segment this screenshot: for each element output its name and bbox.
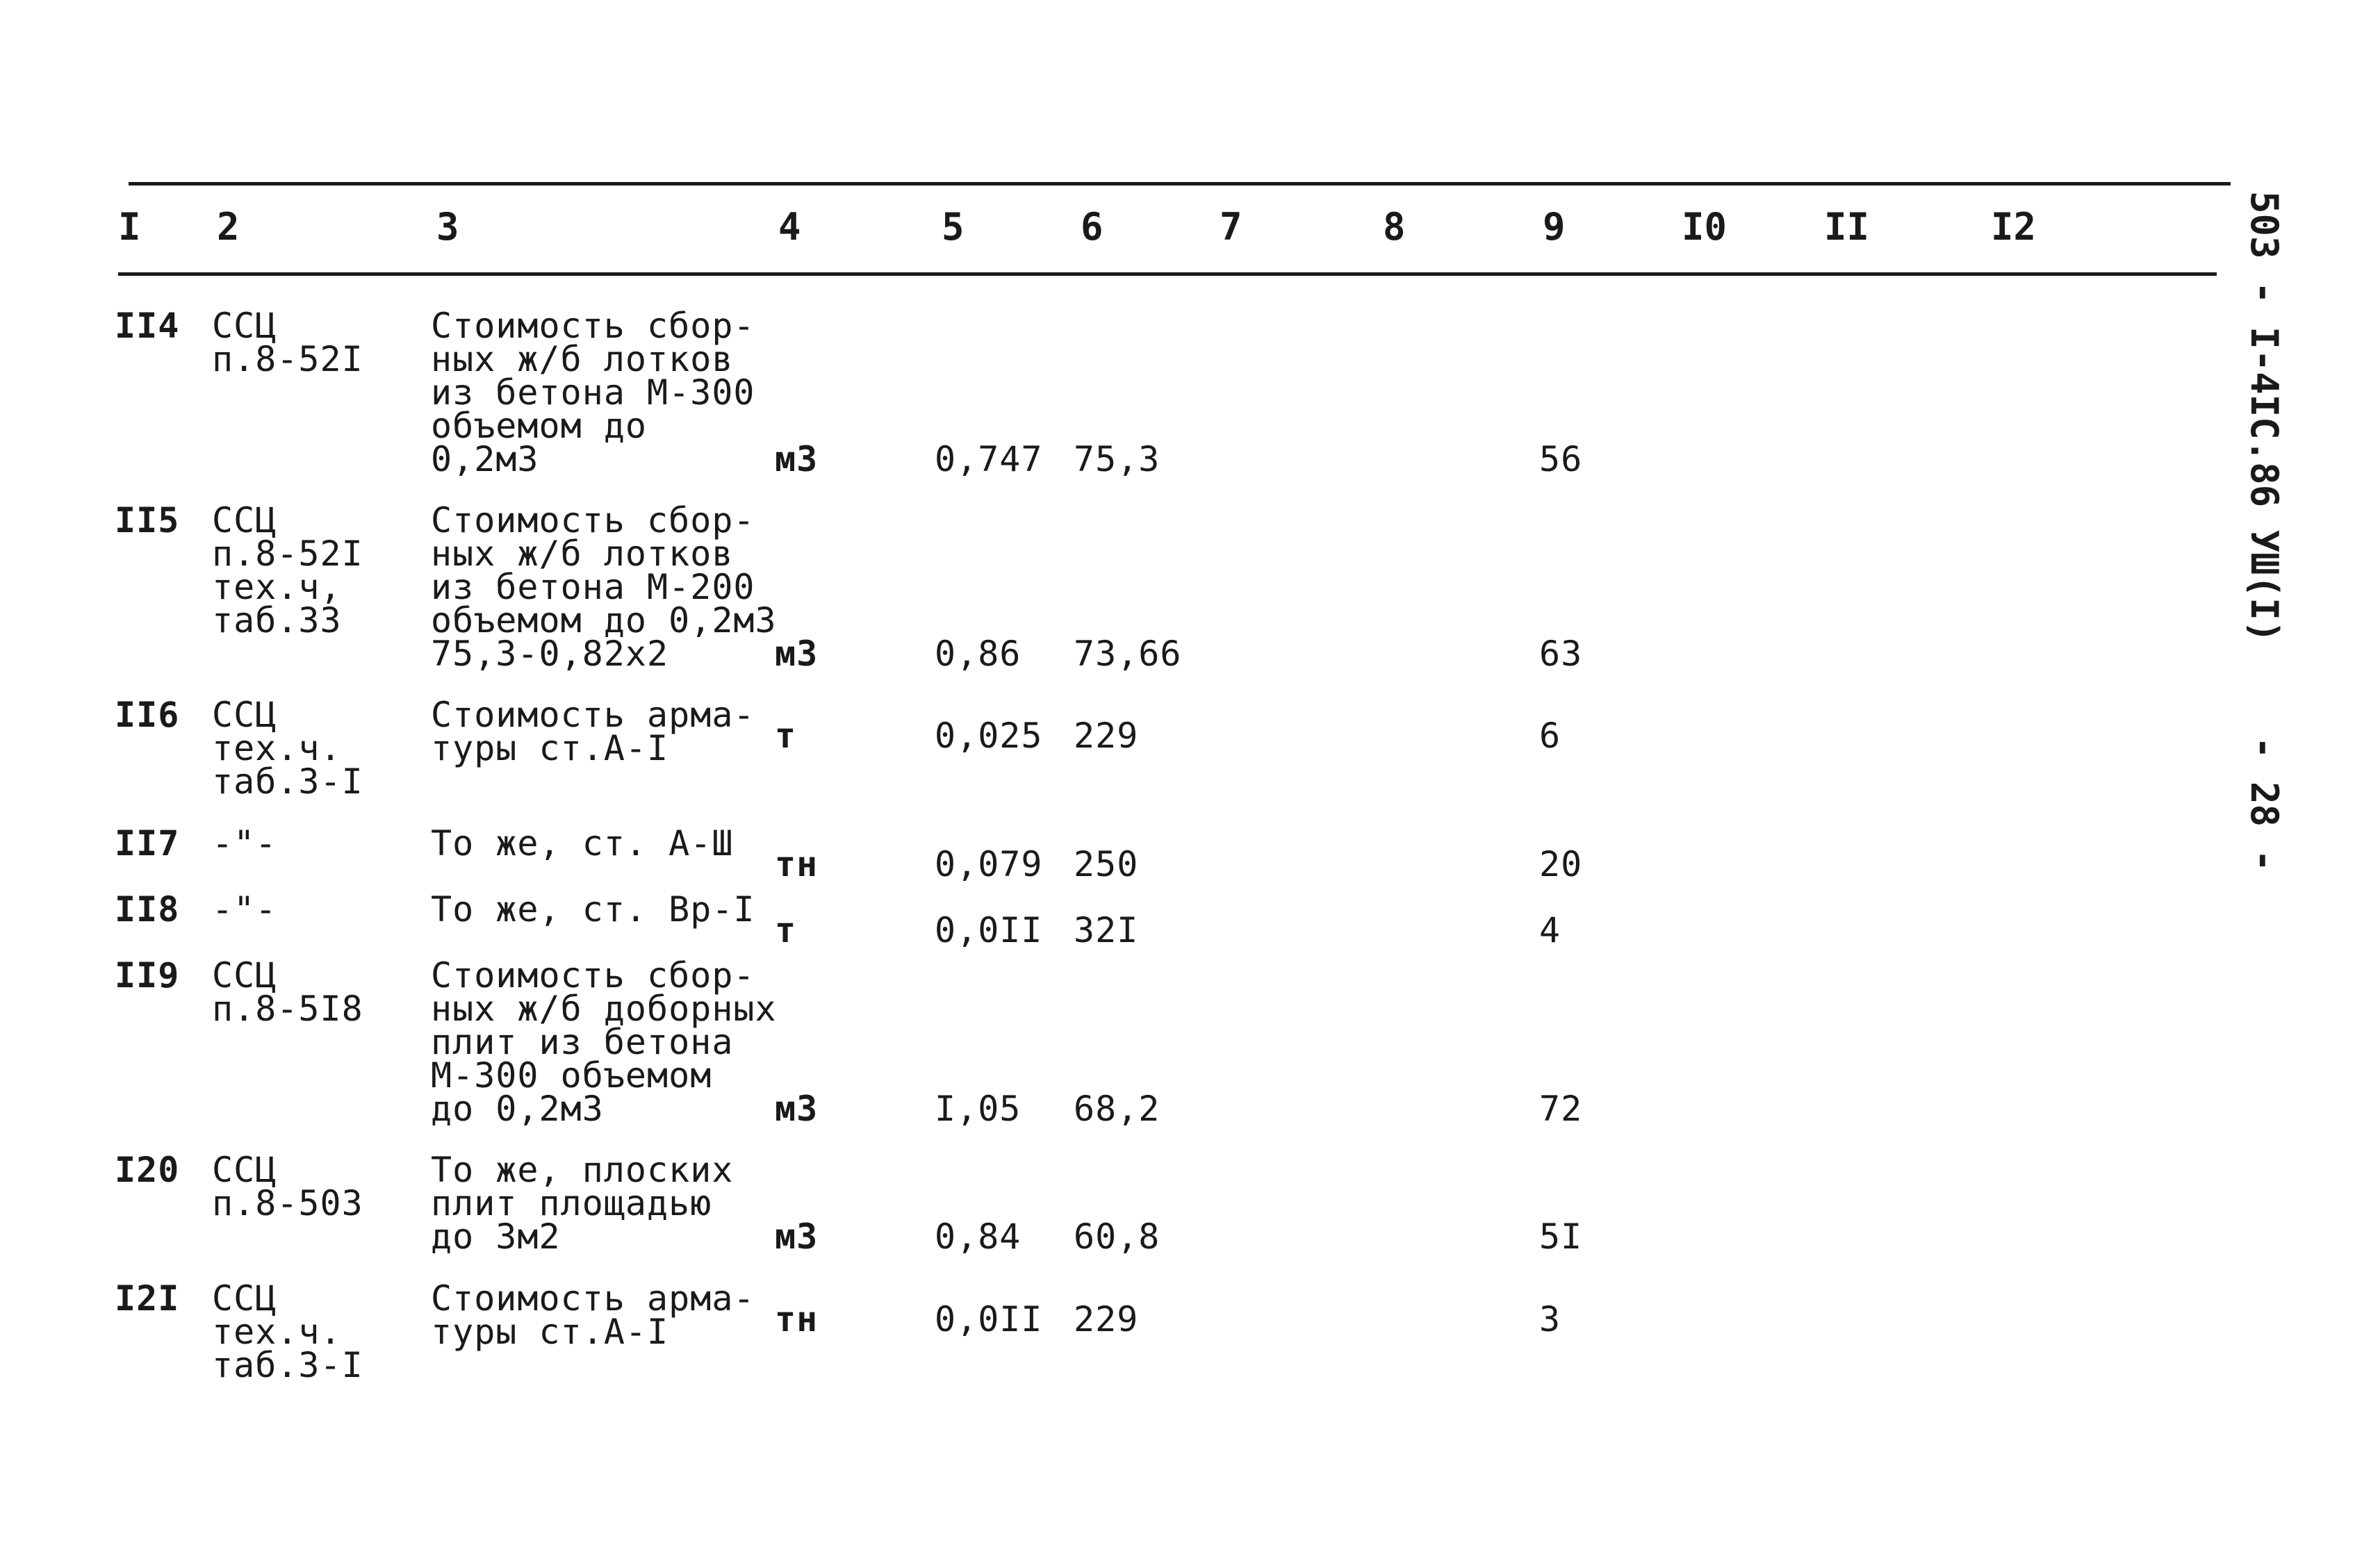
total-cost-cell: 3 [1539, 1299, 1561, 1339]
unit-price-cell: 75,3 [1074, 439, 1160, 479]
total-cost-cell: 5I [1539, 1216, 1583, 1257]
row-number: I2I [115, 1278, 180, 1319]
unit-price-cell: 229 [1074, 1299, 1139, 1339]
quantity-cell: 0,747 [935, 439, 1043, 479]
source-reference-line: ССЦ [212, 1278, 277, 1319]
row-number: II7 [115, 823, 180, 864]
source-reference-line: таб.3-I [212, 1345, 363, 1385]
column-header-11: II [1824, 205, 1870, 249]
unit-cell: тн [775, 844, 819, 884]
source-reference-line: п.8-52I [212, 339, 363, 379]
description-line: Стоимость арма- [431, 695, 755, 735]
column-header-7: 7 [1220, 205, 1242, 249]
header-rule [118, 272, 2217, 276]
unit-cell: т [775, 910, 797, 950]
unit-price-cell: 60,8 [1074, 1216, 1160, 1257]
description-line: ных ж/б лотков [431, 339, 734, 379]
source-reference-line: п.8-52I [212, 534, 363, 574]
document-code: 503 - I-4IС.86 УШ(I) [2242, 191, 2286, 643]
description-line: Стоимость арма- [431, 1278, 755, 1319]
source-reference-line: тех.ч. [212, 1312, 342, 1352]
column-header-6: 6 [1081, 205, 1103, 249]
row-number: II6 [115, 695, 180, 735]
description-line: туры ст.А-I [431, 728, 669, 768]
description-line: объемом до 0,2м3 [431, 600, 777, 641]
quantity-cell: 0,079 [935, 844, 1043, 884]
description-line: до 0,2м3 [431, 1089, 604, 1129]
page-number: - 28 - [2242, 736, 2286, 873]
total-cost-cell: 56 [1539, 439, 1583, 479]
description-line: 75,3-0,82х2 [431, 634, 669, 674]
total-cost-cell: 72 [1539, 1089, 1583, 1129]
source-reference-line: -"- [212, 823, 277, 864]
unit-cell: м3 [775, 1089, 819, 1129]
column-header-4: 4 [778, 205, 801, 249]
description-line: М-300 объемом [431, 1055, 712, 1096]
unit-cell: тн [775, 1299, 819, 1339]
description-line: Стоимость сбор- [431, 955, 755, 996]
unit-price-cell: 250 [1074, 844, 1139, 884]
column-header-9: 9 [1543, 205, 1566, 249]
unit-price-cell: 229 [1074, 716, 1139, 756]
source-reference-line: п.8-5I8 [212, 989, 363, 1029]
row-number: I20 [115, 1150, 180, 1190]
quantity-cell: 0,0II [935, 1299, 1043, 1339]
quantity-cell: 0,0II [935, 910, 1043, 950]
total-cost-cell: 63 [1539, 634, 1583, 674]
description-line: То же, ст. А-Ш [431, 823, 734, 864]
row-number: II4 [115, 306, 180, 346]
source-reference-line: п.8-503 [212, 1183, 363, 1223]
column-header-8: 8 [1383, 205, 1406, 249]
unit-price-cell: 68,2 [1074, 1089, 1160, 1129]
description-line: плит площадью [431, 1183, 712, 1223]
column-header-2: 2 [217, 205, 240, 249]
column-header-3: 3 [436, 205, 459, 249]
description-line: объемом до [431, 406, 648, 446]
unit-price-cell: 32I [1074, 910, 1139, 950]
source-reference-line: ССЦ [212, 1150, 277, 1190]
unit-cell: м3 [775, 1216, 819, 1257]
description-line: То же, ст. Вр-I [431, 889, 755, 930]
source-reference-line: -"- [212, 889, 277, 930]
quantity-cell: 0,86 [935, 634, 1021, 674]
description-line: 0,2м3 [431, 439, 539, 479]
column-header-5: 5 [942, 205, 965, 249]
description-line: ных ж/б лотков [431, 534, 734, 574]
description-line: до 3м2 [431, 1216, 561, 1257]
unit-price-cell: 73,66 [1074, 634, 1182, 674]
description-line: ных ж/б доборных [431, 989, 777, 1029]
source-reference-line: таб.3-I [212, 761, 363, 802]
source-reference-line: ССЦ [212, 955, 277, 996]
description-line: туры ст.А-I [431, 1312, 669, 1352]
column-header-10: I0 [1682, 205, 1727, 249]
unit-cell: м3 [775, 439, 819, 479]
source-reference-line: тех.ч, [212, 567, 342, 607]
source-reference-line: ССЦ [212, 695, 277, 735]
row-number: II8 [115, 889, 180, 930]
row-number: II9 [115, 955, 180, 996]
quantity-cell: 0,025 [935, 716, 1043, 756]
column-header-1: I [118, 205, 141, 249]
description-line: из бетона М-200 [431, 567, 755, 607]
description-line: из бетона М-300 [431, 372, 755, 413]
total-cost-cell: 6 [1539, 716, 1561, 756]
unit-cell: м3 [775, 634, 819, 674]
description-line: Стоимость сбор- [431, 500, 755, 541]
source-reference-line: ССЦ [212, 500, 277, 541]
source-reference-line: тех.ч. [212, 728, 342, 768]
quantity-cell: I,05 [935, 1089, 1021, 1129]
description-line: Стоимость сбор- [431, 306, 755, 346]
row-number: II5 [115, 500, 180, 541]
description-line: То же, плоских [431, 1150, 734, 1190]
source-reference-line: ССЦ [212, 306, 277, 346]
unit-cell: т [775, 716, 797, 756]
total-cost-cell: 4 [1539, 910, 1561, 950]
column-header-12: I2 [1991, 205, 2037, 249]
source-reference-line: таб.33 [212, 600, 342, 641]
quantity-cell: 0,84 [935, 1216, 1021, 1257]
description-line: плит из бетона [431, 1022, 734, 1062]
total-cost-cell: 20 [1539, 844, 1583, 884]
top-rule [129, 182, 2231, 185]
